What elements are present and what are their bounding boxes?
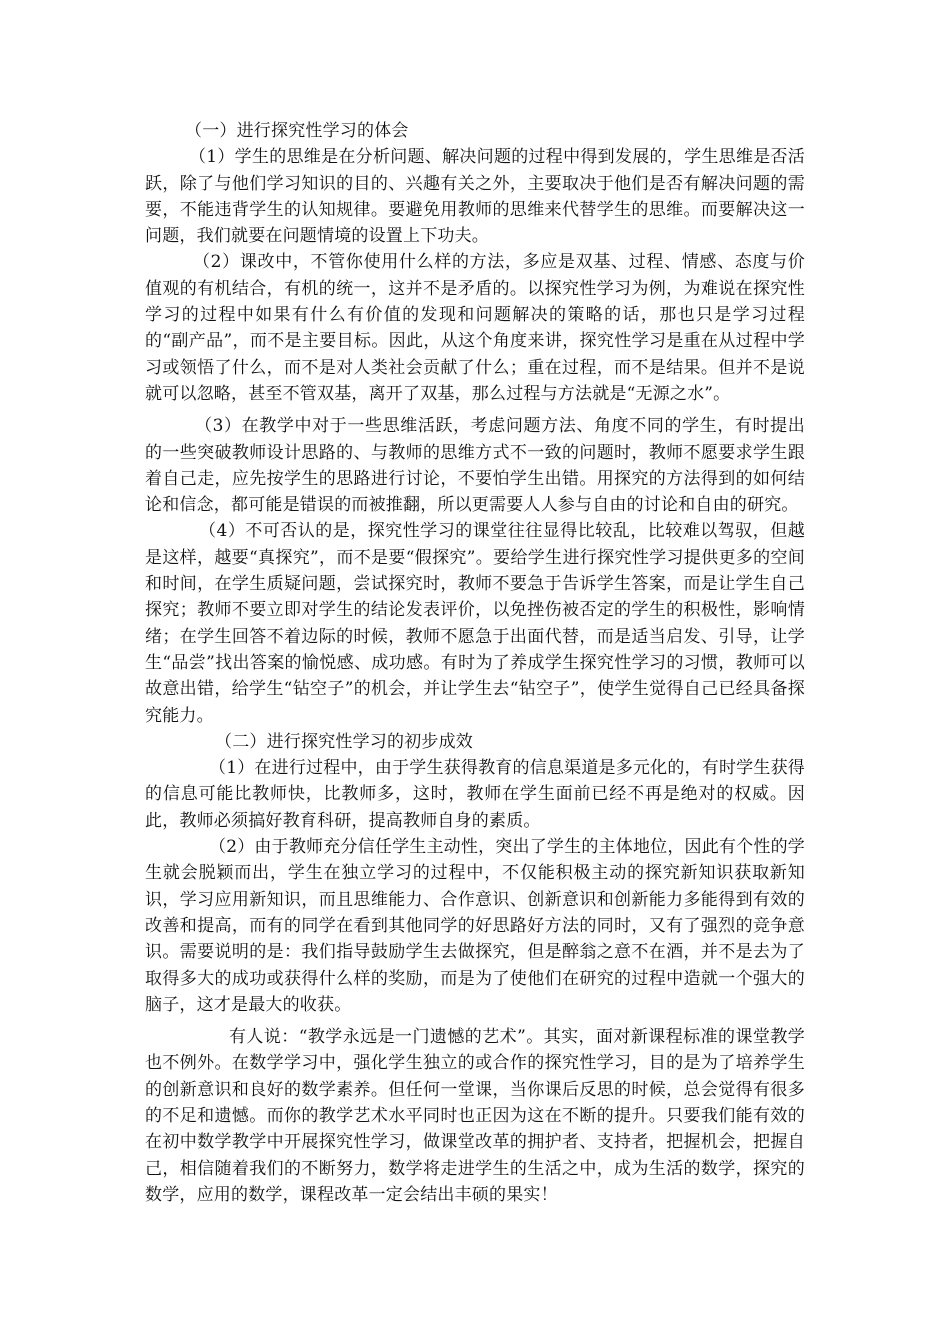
document-body bbox=[145, 118, 805, 1208]
paragraph-conclusion: 有人说：“教学永远是一门遗憾的艺术”。其实，面对新课程标准的课堂教学也不例外。在数学学习中，强化学生独立的或合作的探究性学习，目的是为了培养学生的创新意识和良好的数学素养。但任何一堂课，当你课后反思的时候，总会觉得有很多的不足和遗憾。而你的教学艺术水平同时也正因为这在不断的提升。只要我们能有效的在初中数学教学中开展探究性学习，做课堂改革的拥护者、支持者，把握机会，把握自己，相信随着我们的不断努力，数学将走进学生的生活之中，成为生活的数学，探究的数学，应用的数学，课程改革一定会结出丰硕的果实！ bbox=[145, 1027, 805, 1205]
section-heading-1: （一）进行探究性学习的体会 bbox=[185, 121, 409, 141]
paragraph-1-1: （1）学生的思维是在分析问题、解决问题的过程中得到发展的，学生思维是否活跃，除了与他们学习知识的目的、兴趣有关之外，主要取决于他们是否有解决问题的需要，不能违背学生的认知规律。要避免用教师的思维来代替学生的思维。而要解决这一问题，我们就要在问题情境的设置上下功夫。 bbox=[145, 147, 805, 247]
paragraph-2-2: （2）由于教师充分信任学生主动性，突出了学生的主体地位，因此有个性的学生就会脱颖而出，学生在独立学习的过程中，不仅能积极主动的探究新知识获取新知识，学习应用新知识，而且思维能力、合作意识、创新意识和创新能力多能得到有效的改善和提高，而有的同学在看到其他同学的好思路好方法的同时，又有了强烈的竞争意识。需要说明的是：我们指导鼓励学生去做探究，但是醉翁之意不在酒，并不是去为了取得多大的成功或获得什么样的奖励，而是为了使他们在研究的过程中造就一个强大的脑子，这才是最大的收获。 bbox=[145, 837, 805, 1015]
paragraph-1-4: （4）不可否认的是，探究性学习的课堂往往显得比较乱，比较难以驾驭，但越是这样，越要“真探究”，而不是要“假探究”。要给学生进行探究性学习提供更多的空间和时间，在学生质疑问题，尝试探究时，教师不要急于告诉学生答案，而是让学生自己探究；教师不要立即对学生的结论发表评价，以免挫伤被否定的学生的积极性，影响情绪；在学生回答不着边际的时候，教师不愿急于出面代替，而是适当启发、引导，让学生“品尝”找出答案的愉悦感、成功感。有时为了养成学生探究性学习的习惯，教师可以故意出错，给学生“钻空子”的机会，并让学生去“钻空子”，使学生觉得自己已经具备探究能力。 bbox=[145, 521, 805, 726]
paragraph-1-2: （2）课改中，不管你使用什么样的方法，多应是双基、过程、情感、态度与价值观的有机结合，有机的统一，这并不是矛盾的。以探究性学习为例，为难说在探究性学习的过程中如果有什么有价值的发现和问题解决的策略的话，那也只是学习过程的“副产品”，而不是主要目标。因此，从这个角度来讲，探究性学习是重在从过程中学习或领悟了什么，而不是对人类社会贡献了什么；重在过程，而不是结果。但并不是说就可以忽略，甚至不管双基，离开了双基，那么过程与方法就是“无源之水”。 bbox=[145, 252, 805, 404]
paragraph-1-3: （3）在教学中对于一些思维活跃，考虑问题方法、角度不同的学生，有时提出的一些突破教师设计思路的、与教师的思维方式不一致的问题时，教师不愿要求学生跟着自己走，应先按学生的思路进行讨论，不要怕学生出错。用探究的方法得到的如何结论和信念，都可能是错误的而被推翻，所以更需要人人参与自由的讨论和自由的研究。 bbox=[145, 416, 805, 516]
section-heading-2: （二）进行探究性学习的初步成效 bbox=[215, 731, 473, 752]
paragraph-2-1: （1）在进行过程中，由于学生获得教育的信息渠道是多元化的，有时学生获得的信息可能比教师快，比教师多，这时，教师在学生面前已经不再是绝对的权威。因此，教师必须搞好教育科研，提高教师自身的素质。 bbox=[145, 758, 805, 831]
